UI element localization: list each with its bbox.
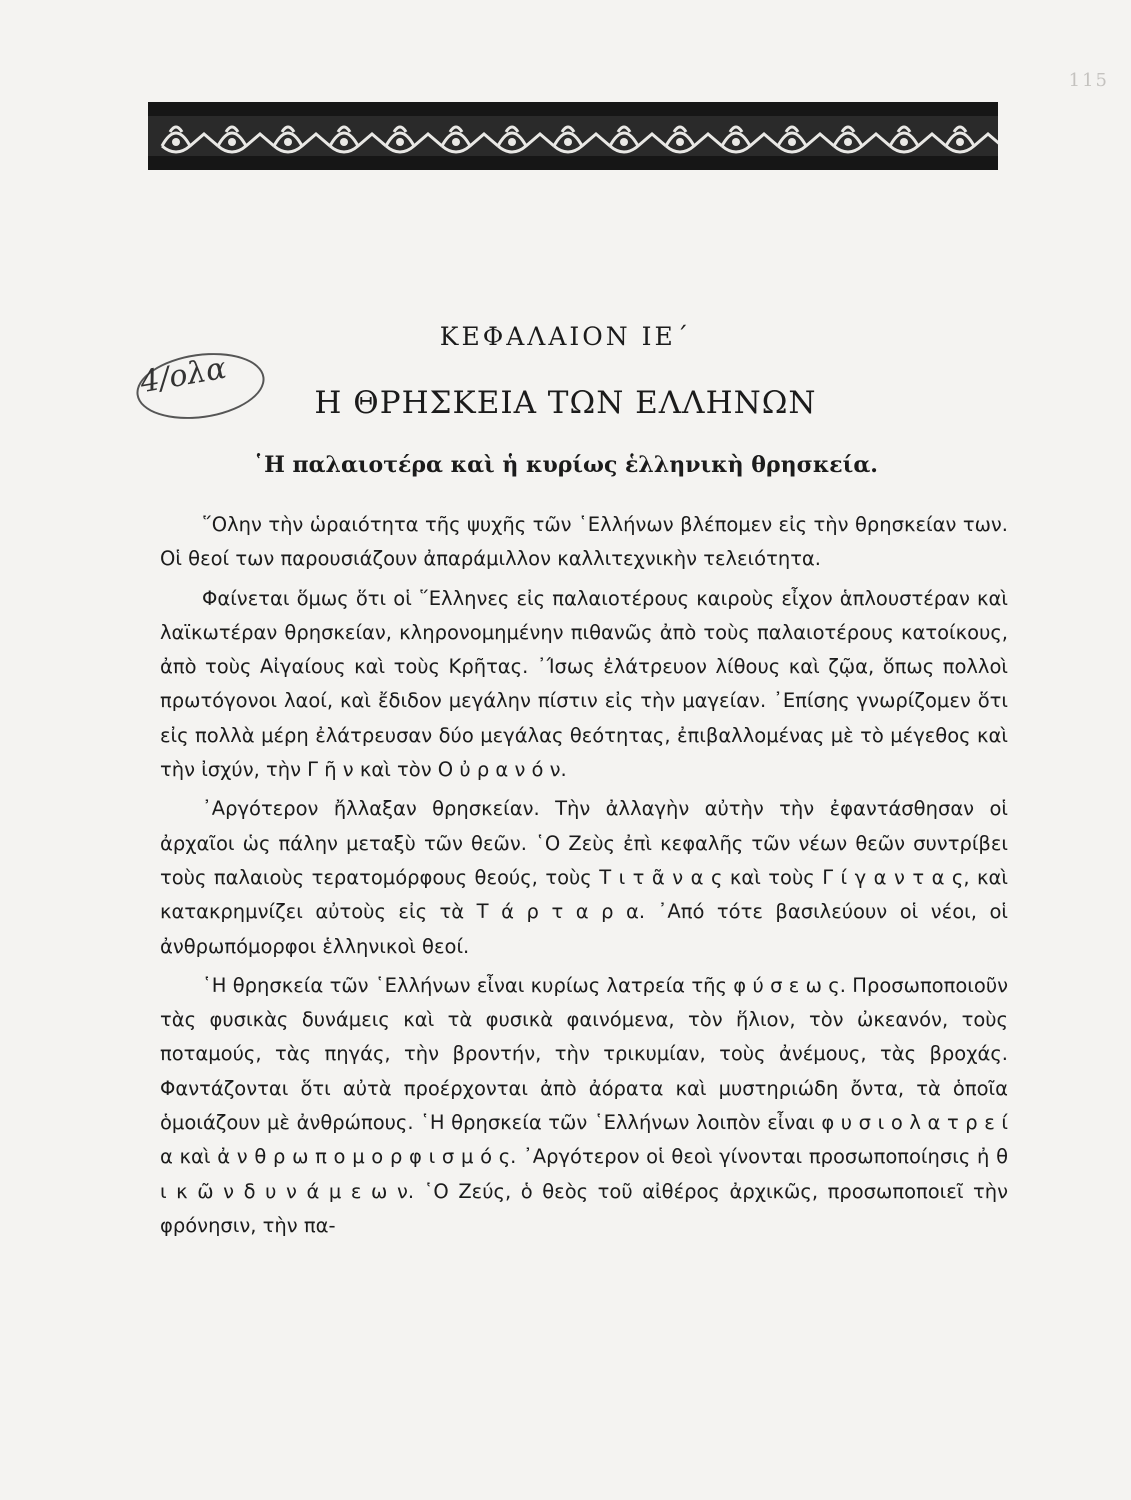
ornament-dot: [844, 138, 852, 146]
ornament-dot: [340, 138, 348, 146]
ornament-dot: [620, 138, 628, 146]
paragraph: ᾽Αργότερον ἤλλαξαν θρησκείαν. Τὴν ἀλλαγὴν αὐτὴν τὴν ἐφαντάσθησαν οἱ ἀρχαῖοι ὡς πάλην μεταξὺ τῶν θεῶν. ῾Ο Ζεὺς ἐπὶ κεφαλῆς τῶν νέων θεῶν συντρίβει τοὺς παλαιοὺς τερατομόρφους θεούς, τοὺς Τ ι τ ᾶ ν α ς καὶ τοὺς Γ ί γ α ν τ α ς, καὶ κατακρημνίζει αὐτοὺς εἰς τὰ Τ ά ρ τ α ρ α. ᾽Από τότε βασιλεύουν οἱ νέοι, οἱ ἀνθρωπόμορφοι ἑλληνικοὶ θεοί.: [160, 797, 1008, 958]
paragraph: ῞Ολην τὴν ὡραιότητα τῆς ψυχῆς τῶν ῾Ελλήνων βλέπομεν εἰς τὴν θρησκείαν των. Οἱ θεοί των παρουσιάζουν ἀπαράμιλλον καλλιτεχνικὴν τελειότητα.: [160, 513, 1008, 571]
paragraph: ῾Η θρησκεία τῶν ῾Ελλήνων εἶναι κυρίως λατρεία τῆς φ ύ σ ε ω ς. Προσωποποιοῦν τὰς φυσικὰς δυνάμεις καὶ τὰ φυσικὰ φαινόμενα, τὸν ἥλιον, τὸν ὠκεανόν, τοὺς ποταμούς, τὰς πηγάς, τὴν βροντήν, τὴν τρικυμίαν, τοὺς ἀνέμους, τὰς βροχάς. Φαντάζονται ὅτι αὐτὰ προέρχονται ἀπὸ ἀόρατα καὶ μυστηριώδη ὄντα, τὰ ὁποῖα ὁμοιάζουν μὲ ἀνθρώπους. ῾Η θρησκεία τῶν ῾Ελλήνων λοιπὸν εἶναι φ υ σ ι ο λ α τ ρ ε ί α καὶ ἀ ν θ ρ ω π ο μ ο ρ φ ι σ μ ό ς. ᾽Αργότερον οἱ θεοὶ γίνονται προσωποποίησις ἠ θ ι κ ῶ ν δ υ ν ά μ ε ω ν. ῾Ο Ζεύς, ὁ θεὸς τοῦ αἰθέρος ἀρχικῶς, προσωποποιεῖ τὴν φρόνησιν, τὴν πα-: [160, 973, 1008, 1237]
ornament-pattern: [148, 102, 998, 170]
ornament-dot: [732, 138, 740, 146]
chapter-title: Η ΘΡΗΣΚΕΙΑ ΤΩΝ ΕΛΛΗΝΩΝ: [314, 385, 817, 421]
ornament-dot: [284, 138, 292, 146]
ornament-dot: [956, 138, 964, 146]
chapter-label: ΚΕΦΑΛΑΙΟΝ ΙΕ΄: [439, 322, 692, 351]
ornament-dot: [508, 138, 516, 146]
ornament-dot: [228, 138, 236, 146]
ornament-dot: [452, 138, 460, 146]
body-text: [160, 508, 1008, 1248]
paragraph: Φαίνεται ὅμως ὅτι οἱ ῞Ελληνες εἰς παλαιοτέρους καιροὺς εἶχον ἁπλουστέραν καὶ λαϊκωτέραν θρησκείαν, κληρονομημένην πιθανῶς ἀπὸ τοὺς παλαιοτέρους κατοίκους, ἀπὸ τοὺς Αἰγαίους καὶ τοὺς Κρῆτας. ᾽Ίσως ἐλάτρευον λίθους καὶ ζῷα, ὅπως πολλοὶ πρωτόγονοι λαοί, καὶ ἔδιδον μεγάλην πίστιν εἰς τὴν μαγείαν. ᾽Επίσης γνωρίζομεν ὅτι εἰς πολλὰ μέρη ἐλάτρευσαν δύο μεγάλας θεότητας, ἐπιβαλλομένας μὲ τὸ μέγεθος καὶ τὴν ἰσχύν, τὴν Γ ῆ ν καὶ τὸν Ο ὐ ρ α ν ό ν.: [160, 586, 1008, 782]
ornament-dot: [676, 138, 684, 146]
ornament-dot: [564, 138, 572, 146]
ornament-dot: [396, 138, 404, 146]
ornament-dot: [172, 138, 180, 146]
section-title: ῾Η παλαιοτέρα καὶ ἡ κυρίως ἑλληνικὴ θρησκεία.: [253, 452, 878, 478]
ornamental-header-band: [148, 102, 998, 170]
page-number: 115: [1068, 70, 1109, 91]
ornament-dot: [788, 138, 796, 146]
ornament-dot: [900, 138, 908, 146]
handwritten-annotation: 4/ολα: [137, 350, 229, 401]
